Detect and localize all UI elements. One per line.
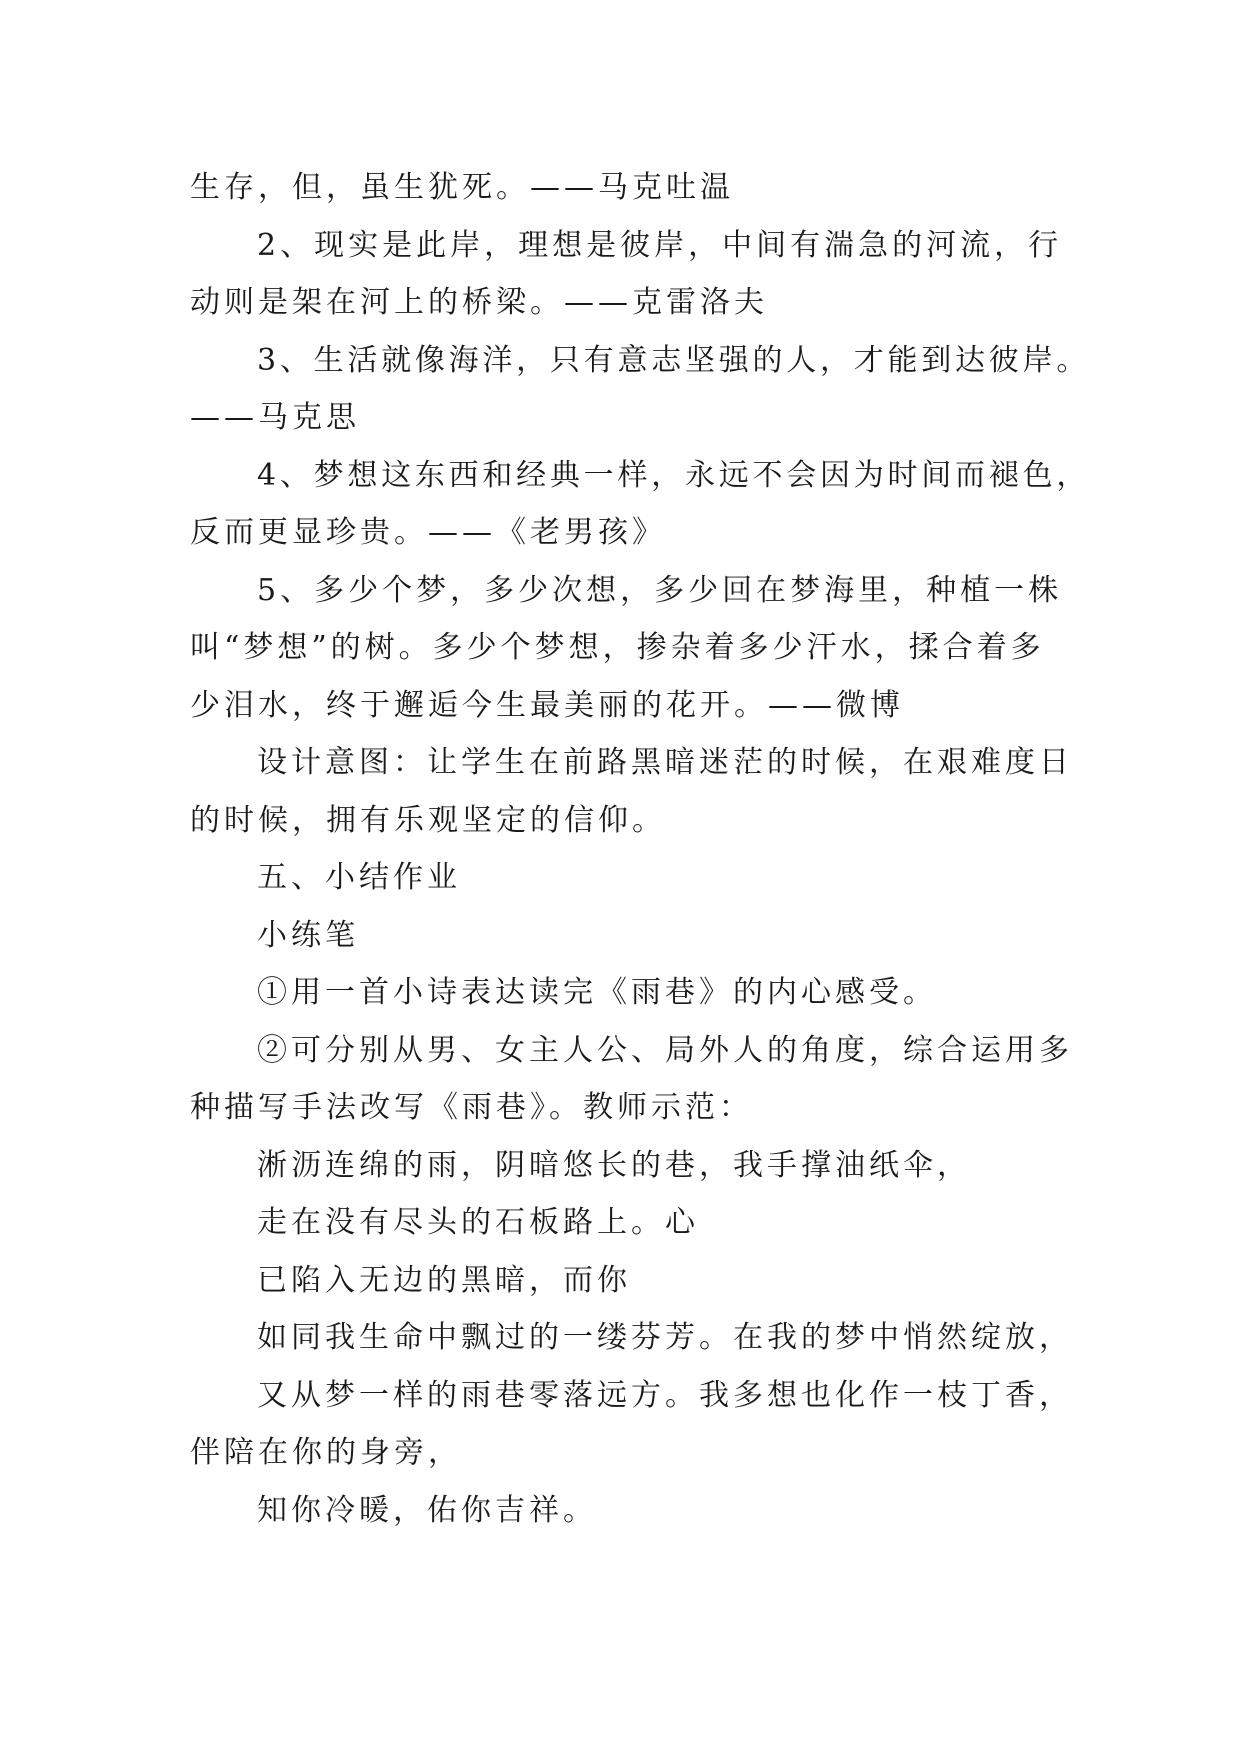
text-line-12: 的时候，拥有乐观坚定的信仰。 — [190, 803, 666, 838]
poem-line-5: 又从梦一样的雨巷零落远方。我多想也化作一枝丁香， — [257, 1378, 1073, 1413]
text-line-16: ②可分别从男、女主人公、局外人的角度，综合运用多 — [257, 1033, 1073, 1068]
text-line-10: 少泪水，终于邂逅今生最美丽的花开。——微博 — [190, 688, 904, 723]
poem-line-2: 走在没有尽头的石板路上。心 — [257, 1205, 699, 1240]
text-line-6: 4、梦想这东西和经典一样，永远不会因为时间而褪色， — [257, 458, 1091, 493]
text-line-1: 生存，但，虽生犹死。——马克吐温 — [190, 170, 734, 205]
text-line-2: 2、现实是此岸，理想是彼岸，中间有湍急的河流，行 — [257, 228, 1063, 263]
poem-line-3: 已陷入无边的黑暗，而你 — [257, 1263, 631, 1298]
poem-line-1: 淅沥连绵的雨，阴暗悠长的巷，我手撑油纸伞， — [257, 1148, 971, 1183]
subheading: 小练笔 — [257, 918, 359, 953]
section-heading: 五、小结作业 — [257, 860, 461, 895]
text-line-3: 动则是架在河上的桥梁。——克雷洛夫 — [190, 285, 768, 320]
poem-line-4: 如同我生命中飘过的一缕芬芳。在我的梦中悄然绽放， — [257, 1320, 1073, 1355]
text-line-15: ①用一首小诗表达读完《雨巷》的内心感受。 — [257, 975, 937, 1010]
text-line-8: 5、多少个梦，多少次想，多少回在梦海里，种植一株 — [257, 573, 1063, 608]
text-line-4: 3、生活就像海洋，只有意志坚强的人，才能到达彼岸。 — [257, 343, 1091, 378]
text-line-7: 反而更显珍贵。——《老男孩》 — [190, 515, 666, 550]
text-line-11: 设计意图：让学生在前路黑暗迷茫的时候，在艰难度日 — [257, 745, 1073, 780]
text-line-17: 种描写手法改写《雨巷》。教师示范： — [190, 1090, 753, 1125]
poem-line-6: 伴陪在你的身旁， — [190, 1435, 462, 1470]
text-line-5: ——马克思 — [190, 400, 360, 435]
poem-line-7: 知你冷暖，佑你吉祥。 — [257, 1493, 597, 1528]
text-line-9: 叫“梦想”的树。多少个梦想，掺杂着多少汗水，揉合着多 — [190, 630, 1045, 665]
